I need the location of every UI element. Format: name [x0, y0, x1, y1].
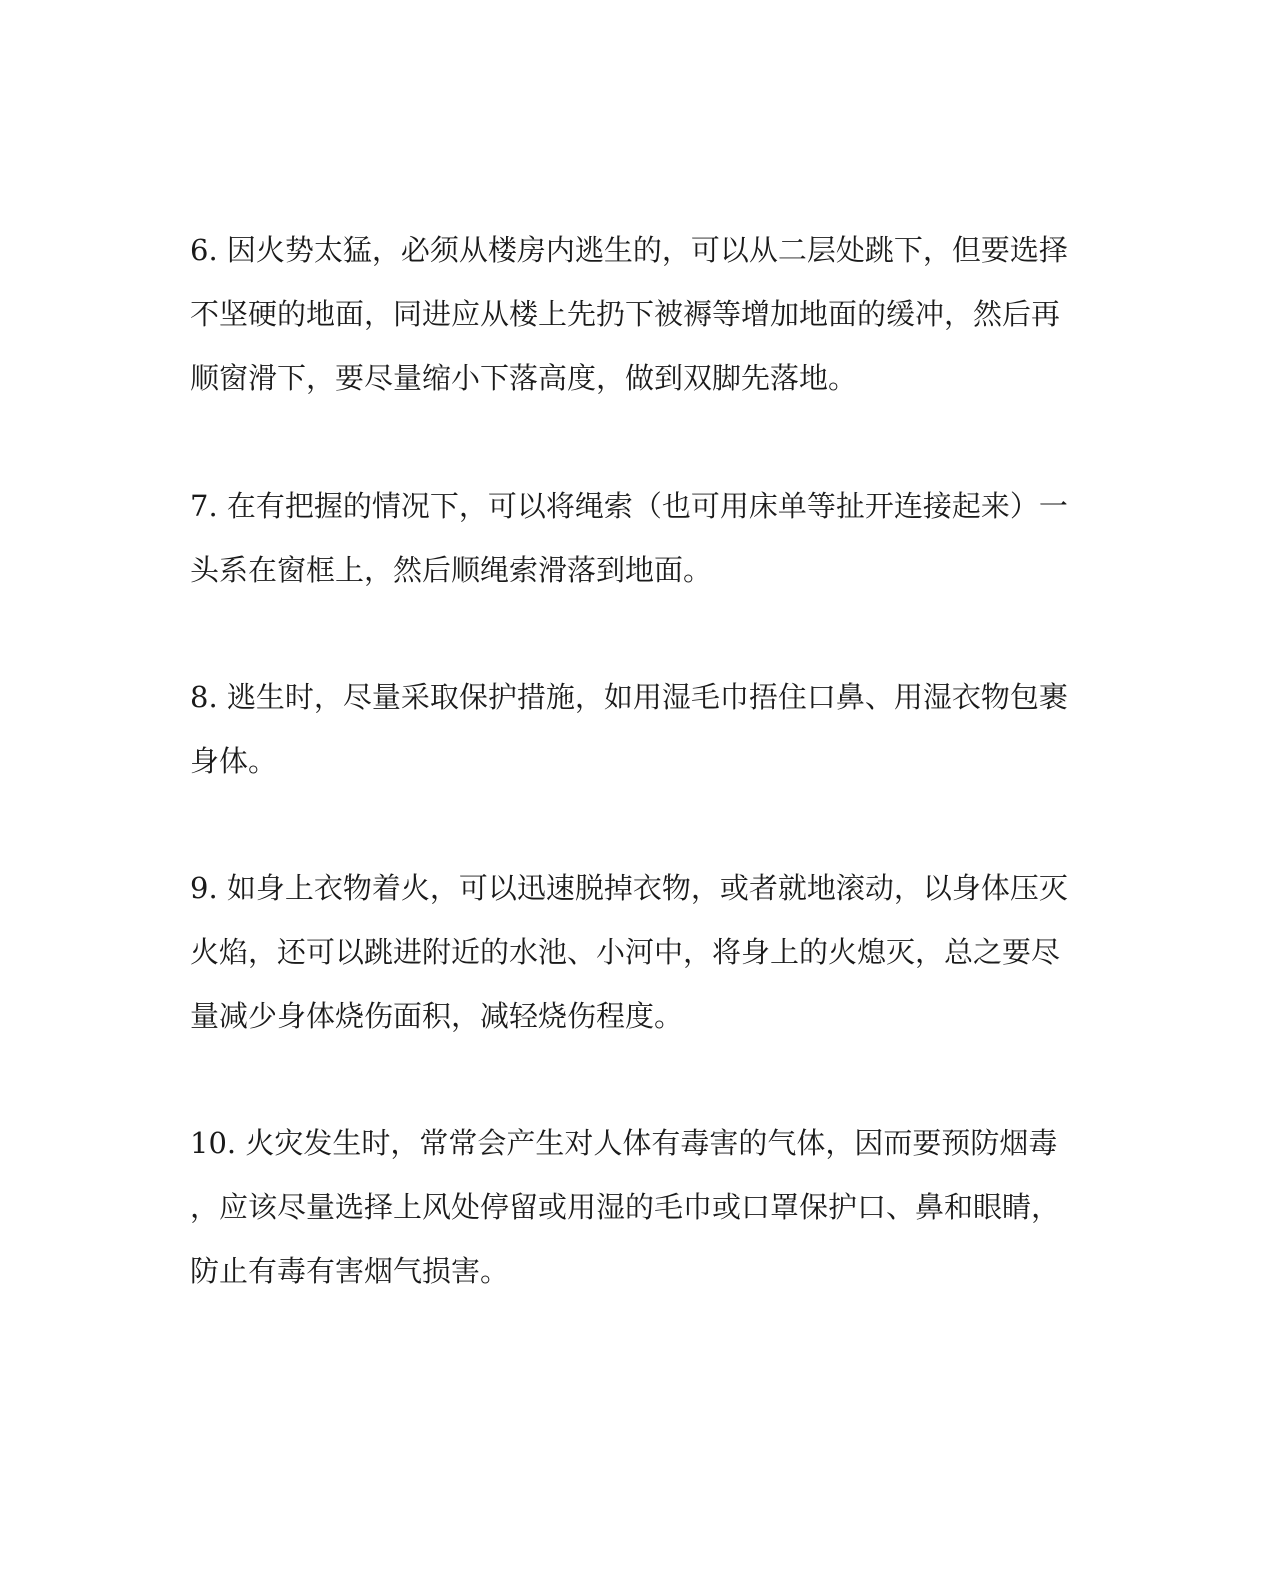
text-line: 头系在窗框上，然后顺绳索滑落到地面。: [190, 553, 713, 587]
paragraph-6: [190, 218, 1070, 410]
text-line: 7. 在有把握的情况下，可以将绳索（也可用床单等扯开连接起来）一: [190, 489, 1068, 523]
paragraph-8: [190, 665, 1070, 793]
paragraph-7: [190, 474, 1070, 602]
text-line: 不坚硬的地面，同进应从楼上先扔下被褥等增加地面的缓冲，然后再: [190, 297, 1061, 331]
paragraph-9: [190, 856, 1070, 1048]
text-line: 量减少身体烧伤面积，减轻烧伤程度。: [190, 999, 684, 1033]
paragraph-10: [190, 1111, 1070, 1303]
text-line: 8. 逃生时，尽量采取保护措施，如用湿毛巾捂住口鼻、用湿衣物包裹: [190, 680, 1068, 714]
text-line: 顺窗滑下，要尽量缩小下落高度，做到双脚先落地。: [190, 361, 858, 395]
text-line: 9. 如身上衣物着火，可以迅速脱掉衣物，或者就地滚动，以身体压灭: [190, 871, 1068, 905]
text-line: 火焰，还可以跳进附近的水池、小河中，将身上的火熄灭，总之要尽: [190, 935, 1061, 969]
text-line: 6. 因火势太猛，必须从楼房内逃生的，可以从二层处跳下，但要选择: [190, 233, 1068, 267]
text-line: 身体。: [190, 744, 278, 778]
text-line: 防止有毒有害烟气损害。: [190, 1254, 510, 1288]
text-line: ，应该尽量选择上风处停留或用湿的毛巾或口罩保护口、鼻和眼睛，: [190, 1190, 1061, 1224]
text-line: 10. 火灾发生时，常常会产生对人体有毒害的气体，因而要预防烟毒: [190, 1126, 1058, 1160]
